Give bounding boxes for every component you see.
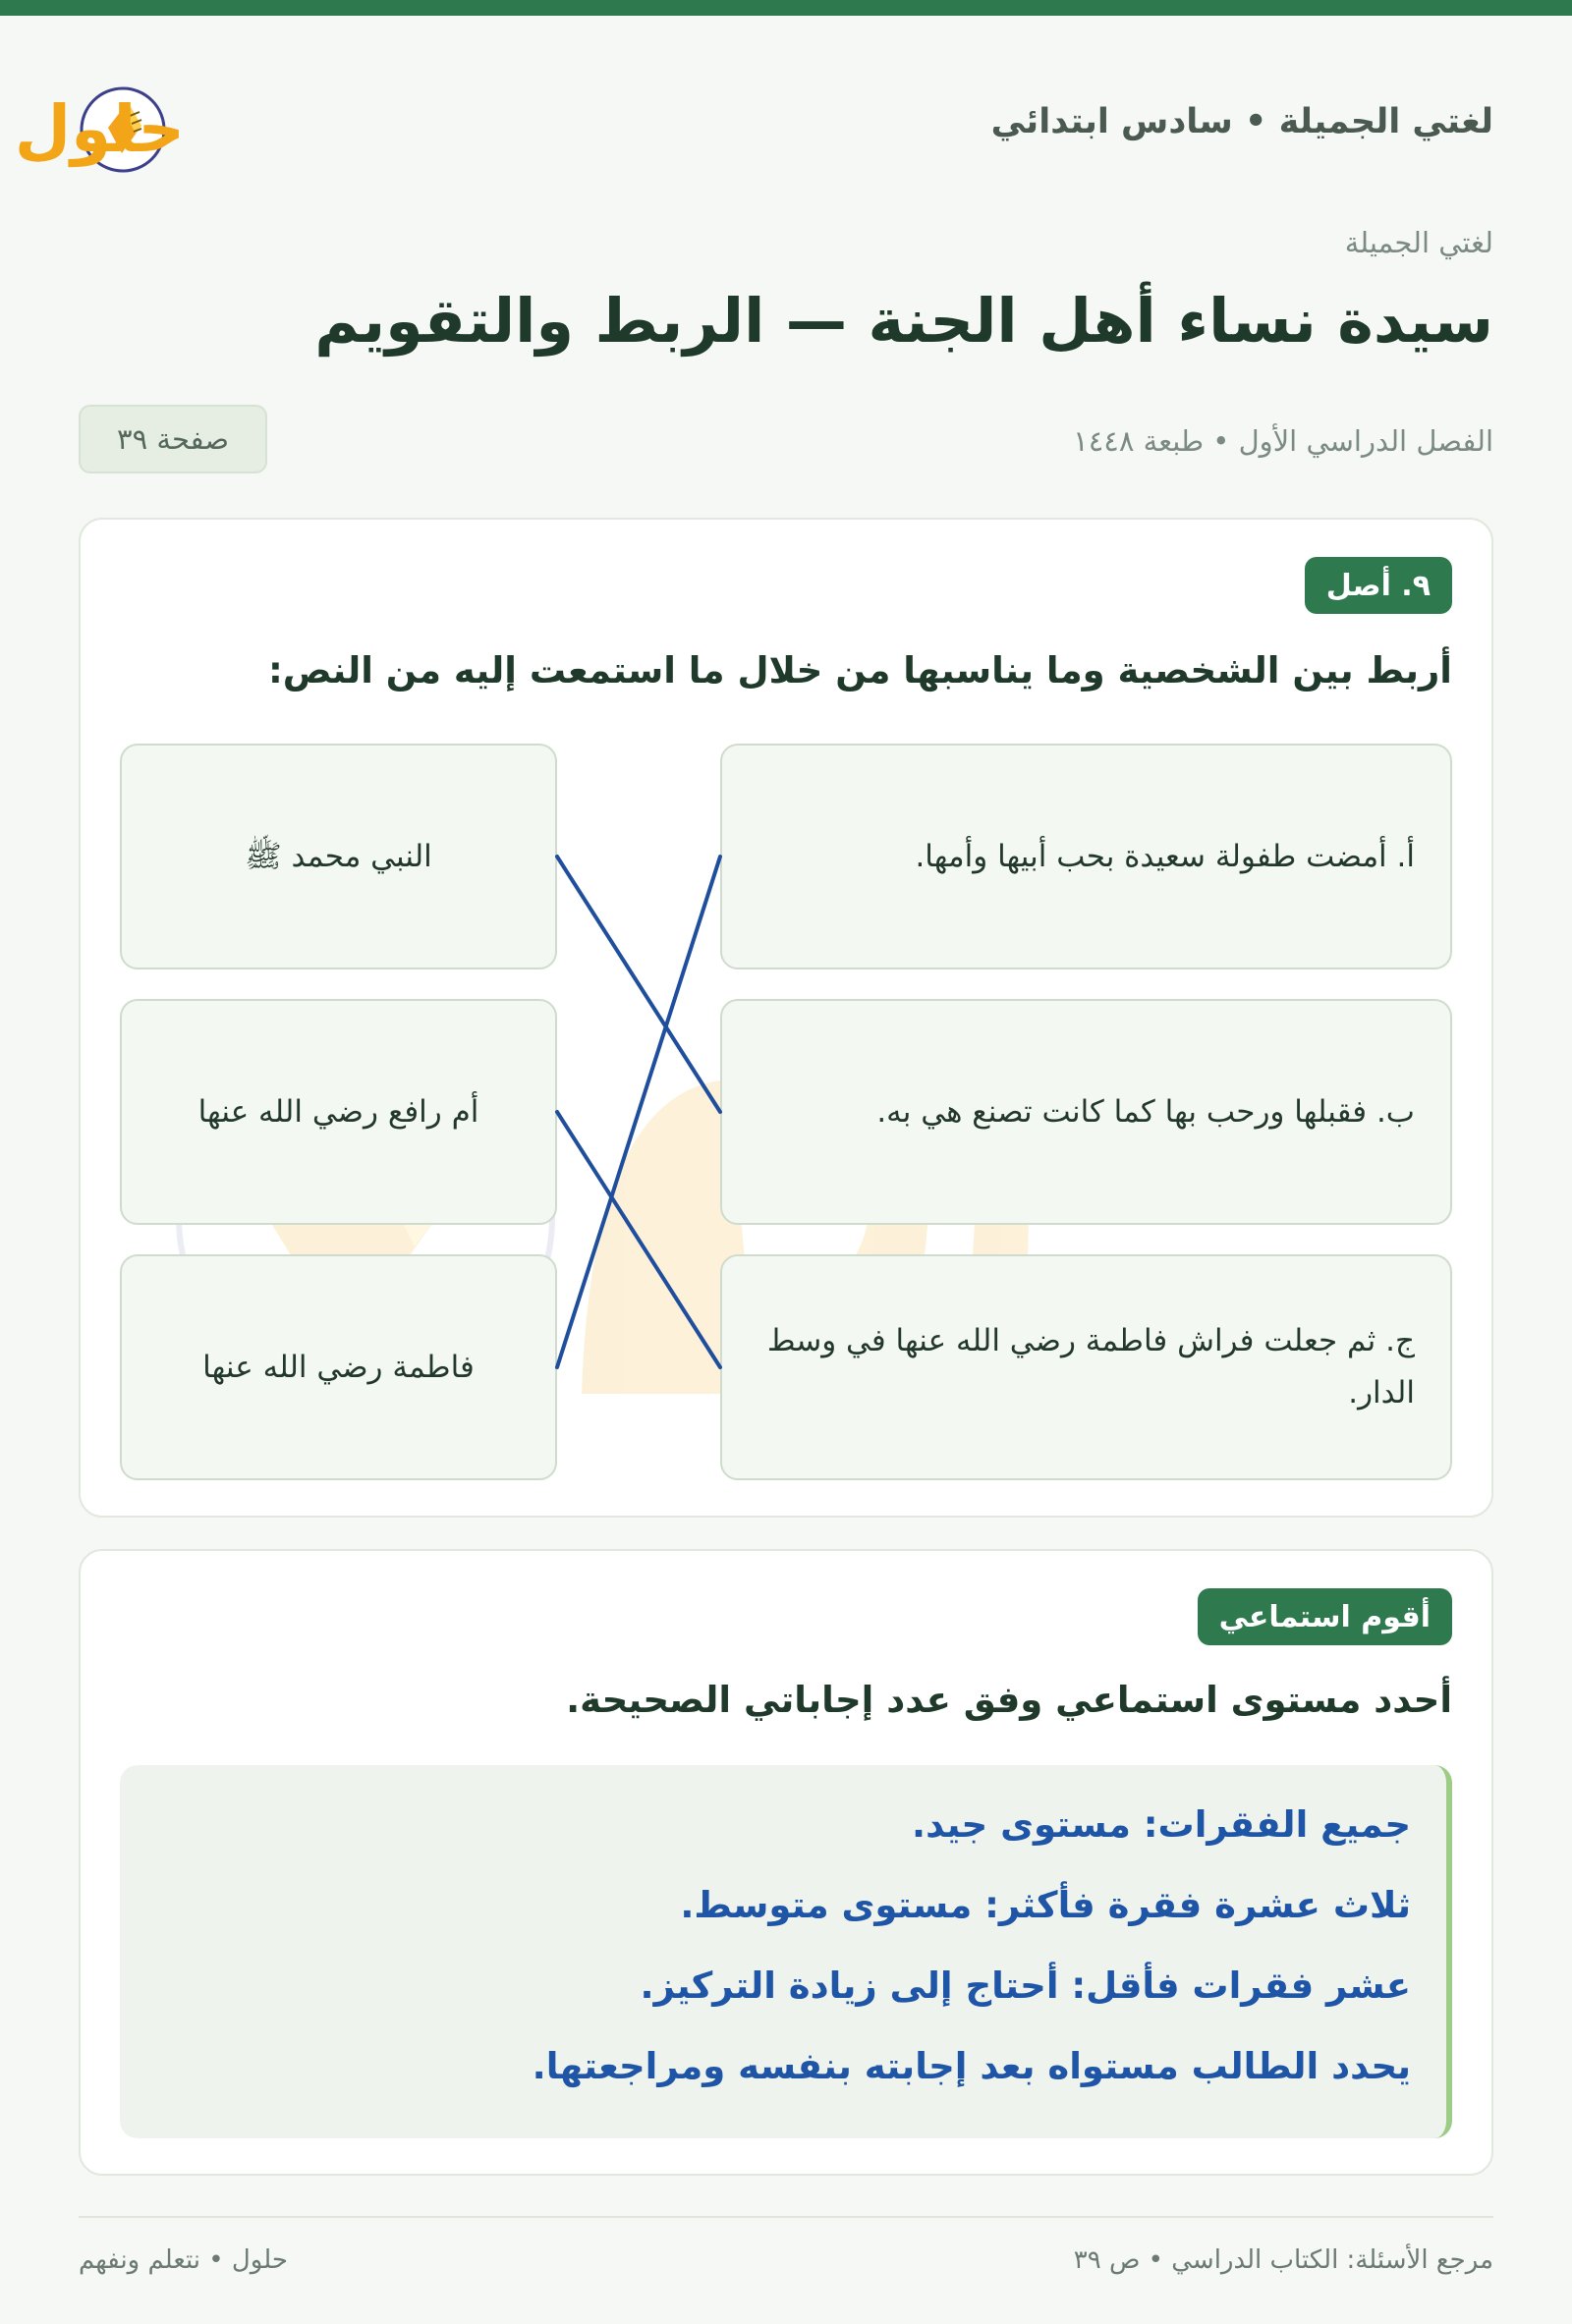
matching-exercise-card	[79, 518, 1493, 1518]
statement-box[interactable]	[720, 1254, 1452, 1480]
footer-reference: مرجع الأسئلة: الكتاب الدراسي • ص ٣٩	[1073, 2245, 1493, 2275]
statement-text: أ. أمضت طفولة سعيدة بحب أبيها وأمها.	[915, 838, 1415, 874]
page-number-badge: صفحة ٣٩	[79, 405, 267, 473]
character-text: النبي محمد ﷺ	[245, 838, 432, 874]
character-text: أم رافع رضي الله عنها	[197, 1093, 479, 1130]
answer-line: جميع الفقرات: مستوى جيد.	[912, 1803, 1411, 1846]
exercise-question: أربط بين الشخصية وما يناسبها من خلال ما استمعت إليه من النص:	[267, 649, 1452, 692]
match-line-statement-a	[557, 857, 720, 1367]
match-line-statement-b	[557, 857, 720, 1112]
character-box[interactable]	[120, 744, 557, 969]
exercise-number-tag: ٩. أصل	[1305, 557, 1452, 614]
logo-wordmark: حلول	[14, 91, 185, 167]
statement-text: ج. ثم جعلت فراش فاطمة رضي الله عنها في وسط الدار.	[766, 1323, 1415, 1411]
listening-assessment-card	[79, 1549, 1493, 2176]
assessment-question: أحدد مستوى استماعي وفق عدد إجاباتي الصحيحة.	[566, 1679, 1452, 1721]
page-header	[14, 61, 1493, 189]
answer-box	[120, 1765, 1452, 2138]
match-line-statement-c	[557, 1112, 720, 1367]
edition-meta: الفصل الدراسي الأول • طبعة ١٤٤٨	[1073, 424, 1493, 458]
hulul-logo[interactable]	[14, 61, 354, 179]
section-tag: أقوم استماعي	[1198, 1588, 1452, 1645]
character-box[interactable]	[120, 999, 557, 1225]
statement-box[interactable]	[720, 744, 1452, 969]
character-text: فاطمة رضي الله عنها	[202, 1349, 475, 1385]
statement-box[interactable]	[720, 999, 1452, 1225]
top-accent-bar	[0, 0, 1572, 16]
character-box[interactable]	[120, 1254, 557, 1480]
breadcrumb[interactable]: لغتي الجميلة	[1344, 226, 1493, 259]
answer-line: ثلاث عشرة فقرة فأكثر: مستوى متوسط.	[680, 1884, 1411, 1926]
subject-grade-label: لغتي الجميلة • سادس ابتدائي	[990, 102, 1493, 141]
statement-text: ب. فقبلها ورحب بها كما كانت تصنع هي به.	[876, 1093, 1415, 1130]
footer-slogan: حلول • نتعلم ونفهم	[79, 2245, 288, 2275]
footer-divider	[79, 2216, 1493, 2218]
page-title: سيدة نساء أهل الجنة — الربط والتقويم	[314, 285, 1493, 357]
answer-line: يحدد الطالب مستواه بعد إجابته بنفسه ومراجعتها.	[532, 2045, 1411, 2087]
answer-line: عشر فقرات فأقل: أحتاج إلى زيادة التركيز.	[640, 1964, 1411, 2007]
